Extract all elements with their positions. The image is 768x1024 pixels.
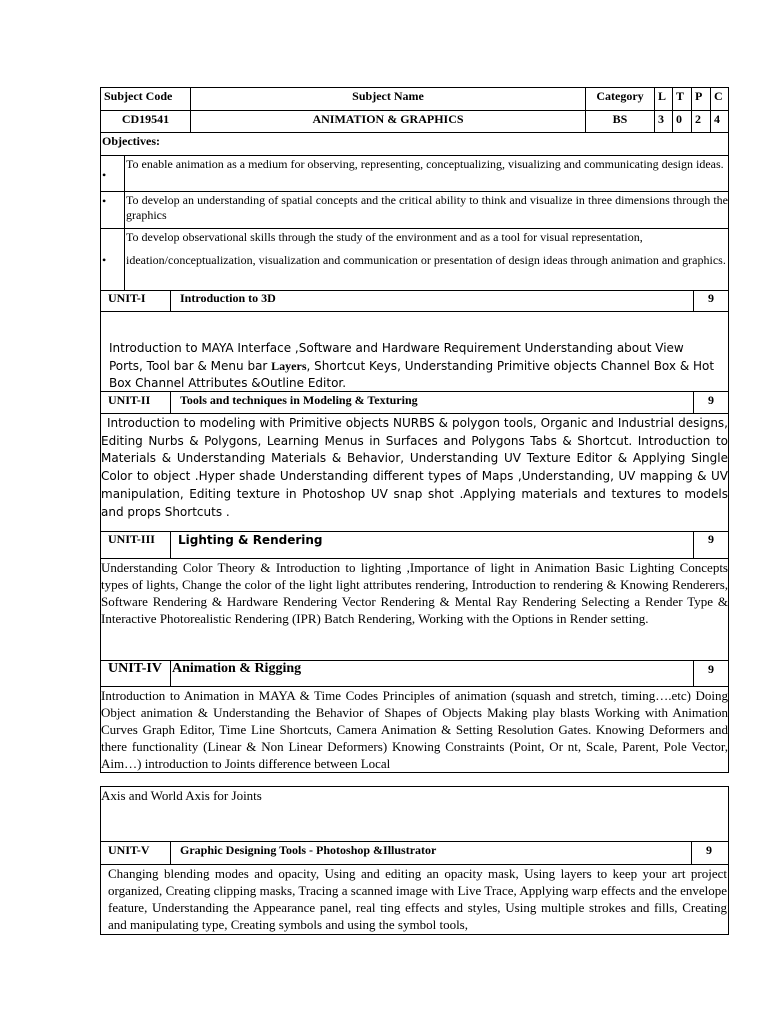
subject-code-label: Subject Code [100,87,191,111]
c-value: 4 [710,110,729,133]
unit-text: Introduction to Animation in MAYA & Time Codes Principles of animation (squash and stretch, timing….etc) Doing Object animation & Understanding the Behavior of Shapes of Objects Making play blasts Working with Animation Curves Graph Editor, Time Line Shortcuts, Camera Animation & Setting Resolution Gates. Knowing Deformers and there functionality (Linear & Non Linear Deformers) Knowing Constraints (Point, Or nt, Scale, Parent, Pole Vector, Aim…) introduction to Joints difference between Local [101,688,728,771]
subject-name-value: ANIMATION & GRAPHICS [190,110,586,133]
t-label: T [672,87,692,111]
unit-code: UNIT-IV [108,661,162,676]
unit-text: Changing blending modes and opacity, Using and editing an opacity mask, Using layers to keep your art project organized, Creating clipping masks, Tracing a scanned image with Live Trace, Applying warp effects and the envelope feature, Understanding the Appearance panel, real ting effects and styles, Using multiple strokes and fills, Creating and manipulating type, Creating symbols and using the symbol tools, [108,866,727,932]
unit-title: Graphic Designing Tools - Photoshop &Illustrator [180,843,437,857]
unit-hours: 9 [708,393,714,407]
objective-item: ideation/conceptualization, visualization and communication or presentation of design ideas through animation and graphics. [126,253,726,267]
unit-hours: 9 [708,291,714,305]
objective-item: To develop an understanding of spatial concepts and the critical ability to think and visualize in three dimensions through the graphics [126,193,728,222]
bullet-icon: • [102,253,107,267]
objective-item: To enable animation as a medium for observing, representing, conceptualizing, visualizing and communicating design ideas. [126,157,724,171]
p-value: 2 [691,110,711,133]
unit-code: UNIT-I [108,291,146,305]
unit-title: Tools and techniques in Modeling & Texturing [180,393,418,407]
unit-code: UNIT-II [108,393,151,407]
unit-text: Introduction to MAYA Interface ,Software and Hardware Requirement Understanding about View Ports, Tool bar & Menu bar Layers, Shortcut Keys, Understanding Primitive objects Channel Box & Hot Box Channel Attributes &Outline Editor. [109,341,715,390]
category-value: BS [585,110,655,133]
subject-code-value: CD19541 [100,110,191,133]
objective-item: To develop observational skills through the study of the environment and as a tool for visual representation, [126,230,643,244]
unit-code: UNIT-V [108,843,150,857]
objectives-title: Objectives: [100,132,729,156]
bullet-icon: • [102,194,107,208]
subject-name-label: Subject Name [190,87,586,111]
unit-text: Understanding Color Theory & Introduction to lighting ,Importance of light in Animation Basic Lighting Concepts types of lights, Change the color of the light light attributes rendering, Introduction to rendering & Knowing Renderers, Software Rendering & Hardware Rendering Vector Rendering & Mental Ray Rendering Selecting a Render Type & Interactive Photorealistic Rendering (IPR) Batch Rendering, Working with the Options in Render setting. [101,560,728,626]
p-label: P [691,87,711,111]
unit-title: Animation & Rigging [172,661,302,676]
continuation-text: Axis and World Axis for Joints [101,788,262,803]
l-label: L [654,87,673,111]
unit-title: Lighting & Rendering [178,533,323,547]
category-label: Category [585,87,655,111]
unit-title: Introduction to 3D [180,291,276,305]
bullet-icon: • [102,168,107,182]
unit-hours: 9 [708,662,714,676]
l-value: 3 [654,110,673,133]
unit-hours: 9 [706,843,712,857]
unit-hours: 9 [708,532,714,546]
unit-code: UNIT-III [108,532,155,546]
unit-text: Introduction to modeling with Primitive objects NURBS & polygon tools, Organic and Industrial designs, Editing Nurbs & Polygons, Learning Menus in Surfaces and Polygons Tabs & Shortcut. Introduction to Materials & Understanding Materials & Behavior, Understanding UV Texture Editor & Applying Single Color to object .Hyper shade Understanding different types of Maps ,Understanding, UV mapping & UV manipulation, Editing texture in Photoshop UV snap shot .Applying materials and textures to models and props Shortcuts . [101,416,728,519]
c-label: C [710,87,729,111]
t-value: 0 [672,110,692,133]
